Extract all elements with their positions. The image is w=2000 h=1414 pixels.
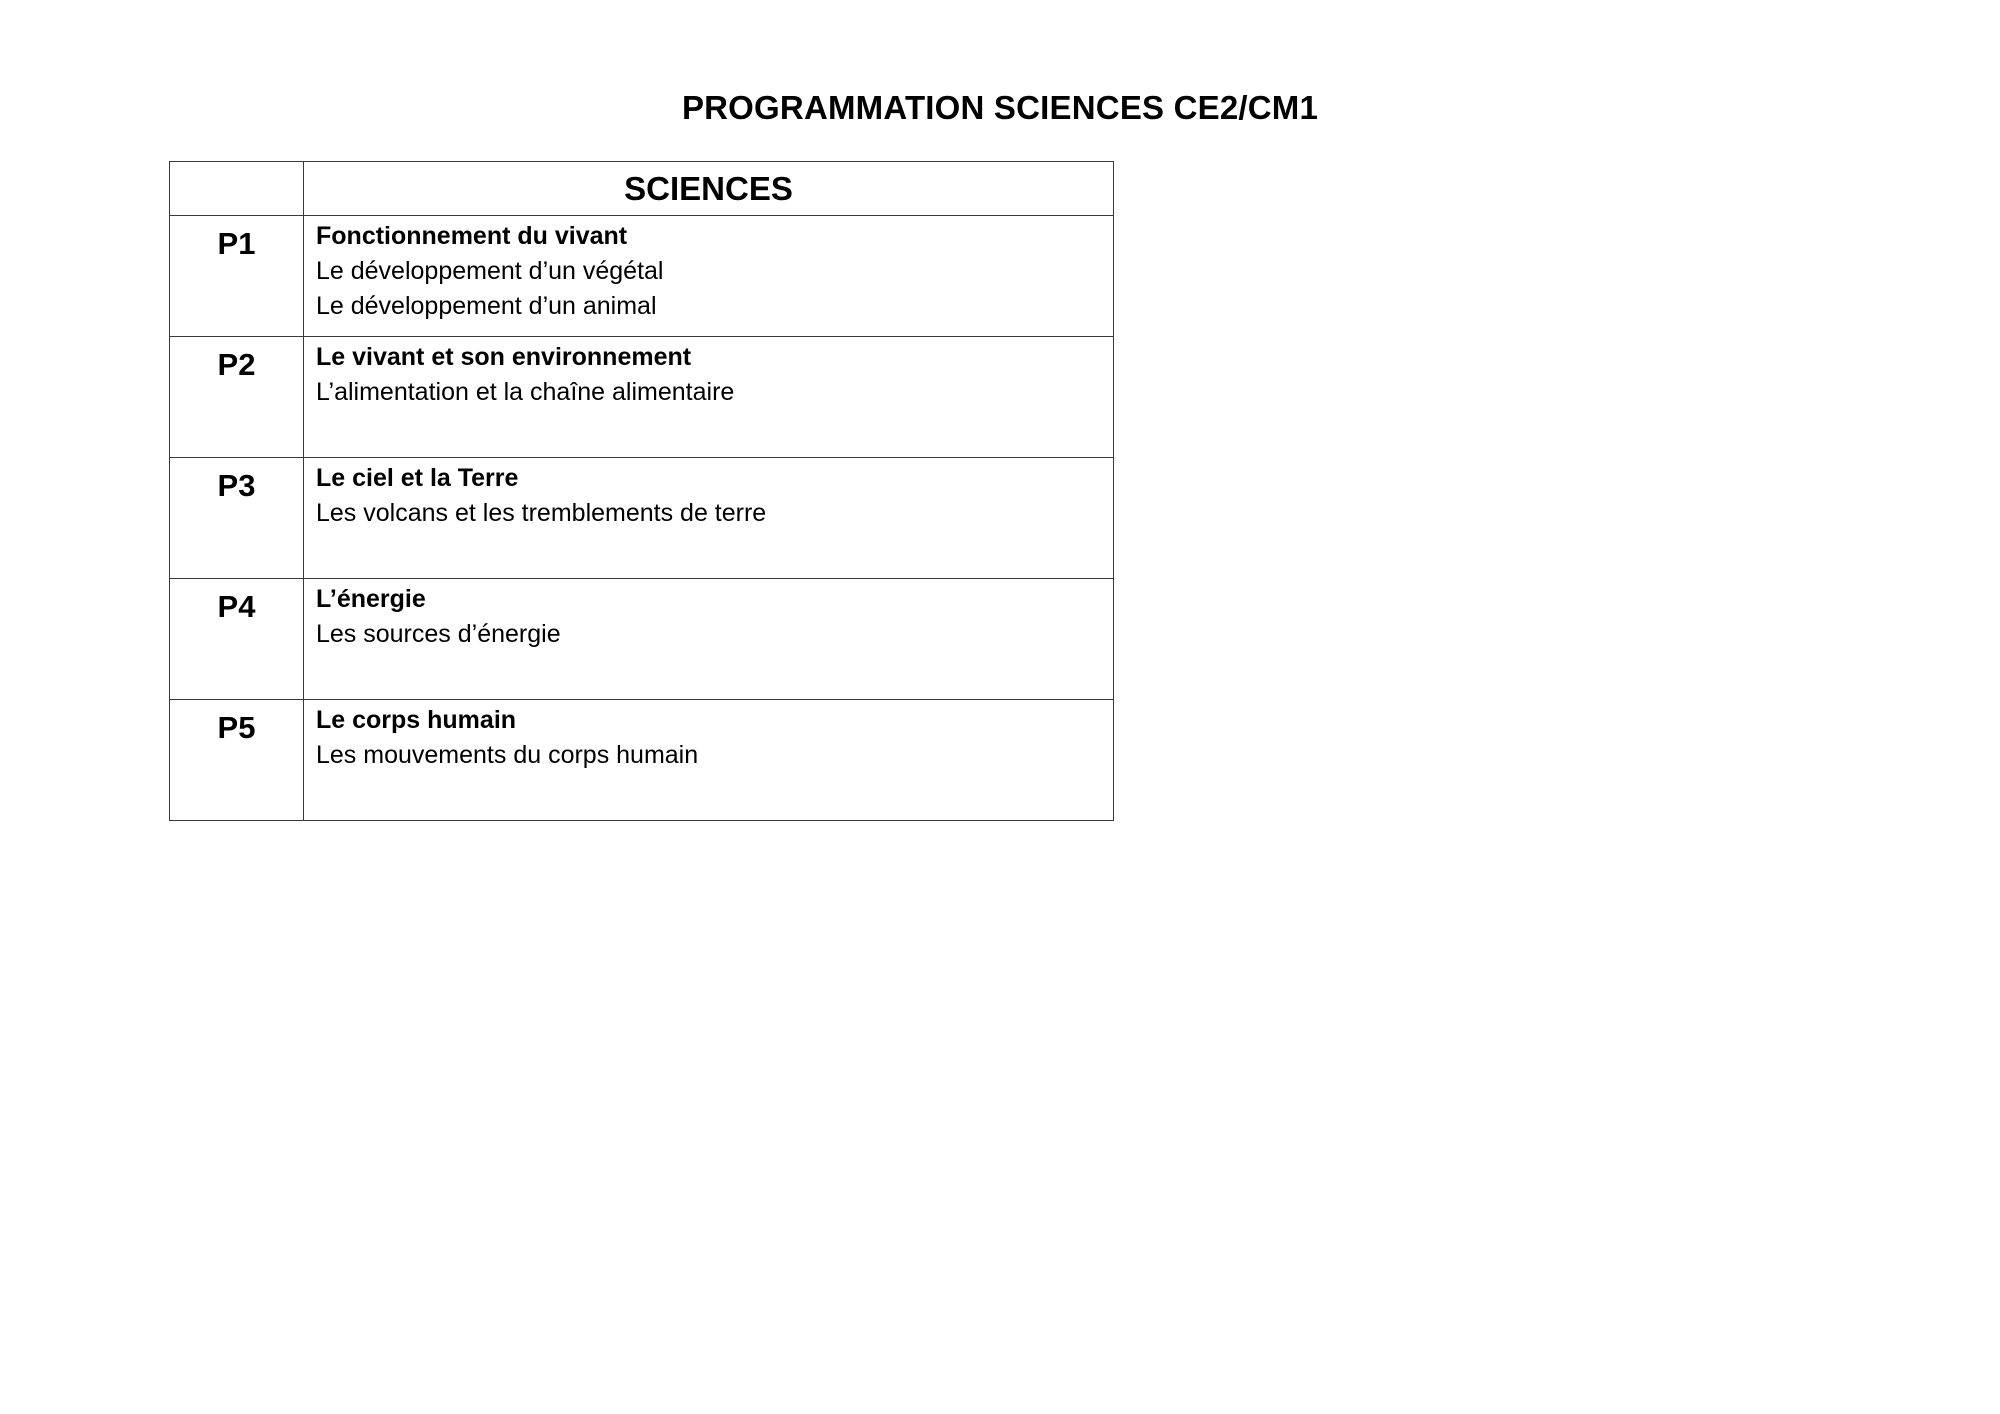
table-row <box>170 458 1114 579</box>
page-title: PROGRAMMATION SCIENCES CE2/CM1 <box>681 89 1319 126</box>
content-cell <box>304 700 1114 821</box>
topic-line: Le développement d’un animal <box>316 292 657 320</box>
period-cell: P5 <box>170 700 304 821</box>
period-header-cell <box>170 162 304 216</box>
topic-title: L’énergie <box>316 585 426 613</box>
table-row <box>170 337 1114 458</box>
content-cell <box>304 337 1114 458</box>
period-cell: P4 <box>170 579 304 700</box>
content-cell <box>304 458 1114 579</box>
table-row <box>170 216 1114 337</box>
period-cell: P2 <box>170 337 304 458</box>
topic-line: Le développement d’un végétal <box>316 257 664 285</box>
topic-line: Les sources d’énergie <box>316 620 561 648</box>
topic-title: Le corps humain <box>316 706 517 734</box>
table-row <box>170 700 1114 821</box>
table-row <box>170 579 1114 700</box>
science-schedule-table <box>169 161 1114 821</box>
topic-title: Le ciel et la Terre <box>316 464 519 492</box>
topic-title: Fonctionnement du vivant <box>316 222 628 250</box>
content-cell <box>304 216 1114 337</box>
topic-line: Les mouvements du corps humain <box>316 741 699 769</box>
content-cell <box>304 579 1114 700</box>
table-header-row <box>170 162 1114 216</box>
topic-title: Le vivant et son environnement <box>316 343 692 371</box>
period-cell: P1 <box>170 216 304 337</box>
subject-header-cell: SCIENCES <box>304 162 1114 216</box>
topic-line: Les volcans et les tremblements de terre <box>316 499 767 527</box>
topic-line: L’alimentation et la chaîne alimentaire <box>316 378 735 406</box>
period-cell: P3 <box>170 458 304 579</box>
